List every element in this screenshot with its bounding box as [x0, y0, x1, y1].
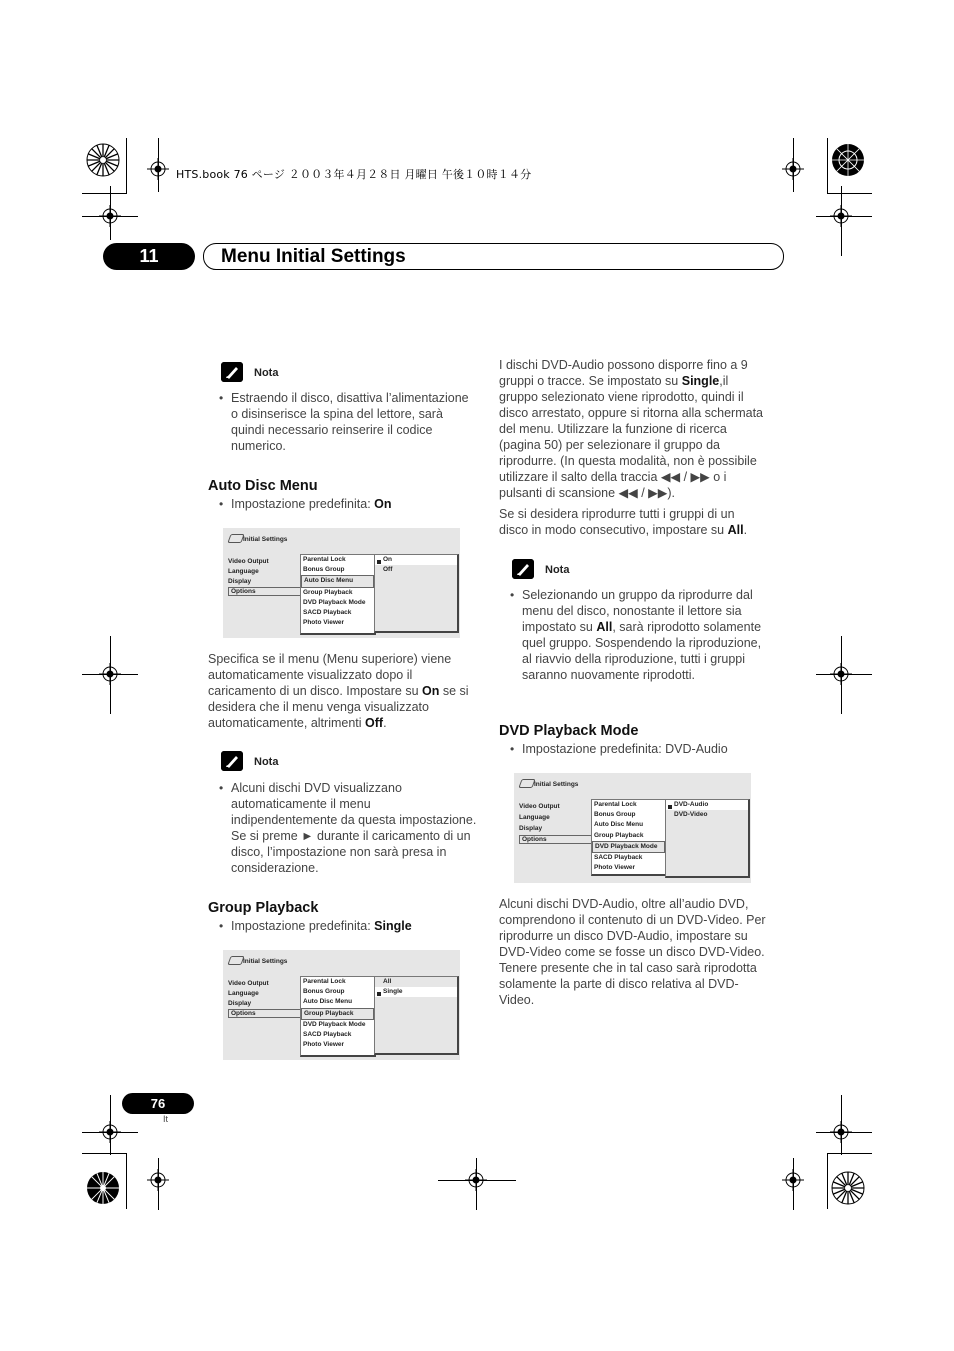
pencil-note-icon	[512, 559, 534, 579]
dvd-playback-description: Alcuni dischi DVD-Audio, oltre all’audio DVD, comprendono il contenuto di un DVD-Video. Per riprodurre un disco DVD-Audio, impostare su DVD-Video come se fosse un disco DVD-Video. Tenere presente che in tal caso sarà riprodotta solamente la parte di disco relativa al DVD-Video.	[499, 897, 766, 1007]
option-list: DVD-Audio DVD-Video	[665, 799, 750, 878]
default-setting: Impostazione predefinita: Single	[231, 919, 412, 933]
menu-screen-dvd-playback-mode: Initial Settings Video Output Language Display Options Parental Lock Bonus Group Auto Disc Menu Group Playback DVD Playback Mode SACD Playback Photo Viewer DVD-Audio DVD-Video	[514, 773, 751, 883]
selected-marker-icon	[377, 560, 381, 564]
bullet: •	[219, 391, 224, 405]
bullet: •	[219, 497, 224, 511]
book-file-header: HTS.book 76 ページ ２００３年４月２８日 月曜日 午後１０時１４分	[176, 168, 532, 181]
section-heading-dvd-playback-mode: DVD Playback Mode	[499, 723, 639, 739]
submenu-list: Parental Lock Bonus Group Auto Disc Menu Group Playback DVD Playback Mode SACD Playback Photo Viewer	[591, 799, 667, 876]
bullet: •	[219, 781, 224, 795]
pencil-note-icon	[221, 751, 243, 771]
registration-sunburst-icon	[86, 143, 120, 177]
default-setting: Impostazione predefinita: On	[231, 497, 392, 511]
section-heading-group-playback: Group Playback	[208, 900, 319, 916]
menu-screen-auto-disc: Initial Settings Video Output Language Display Options Parental Lock Bonus Group Auto Disc Menu Group Playback DVD Playback Mode SACD Playback Photo Viewer On Off	[223, 528, 460, 638]
registration-target-icon	[831, 143, 865, 177]
note-text: Selezionando un gruppo da riprodurre dal menu del disco, nonostante il lettore sia impostato su All, sarà riprodotto solamente quel gruppo. Sospendendo la riproduzione, al riavvio della riproduzione, tutti i gruppi saranno nuovamente riprodotti.	[522, 588, 762, 682]
section-heading-auto-disc-menu: Auto Disc Menu	[208, 478, 318, 494]
menu-screen-group-playback: Initial Settings Video Output Language Display Options Parental Lock Bonus Group Auto Disc Menu Group Playback DVD Playback Mode SACD Playback Photo Viewer All Single	[223, 950, 460, 1060]
submenu-list: Parental Lock Bonus Group Auto Disc Menu Group Playback DVD Playback Mode SACD Playback Photo Viewer	[300, 554, 376, 635]
selected-option: On	[375, 555, 457, 565]
page-number: 76	[122, 1093, 194, 1114]
note-heading: Nota	[545, 564, 570, 576]
note-text: Alcuni dischi DVD visualizzano automaticamente il menu indipendentemente da questa impostazione. Se si preme ► durante il caricamento di un disco, l’impostazione non sarà presa in considerazione.	[231, 781, 477, 875]
submenu-list: Parental Lock Bonus Group Auto Disc Menu Group Playback DVD Playback Mode SACD Playback Photo Viewer	[300, 976, 376, 1057]
bullet: •	[510, 742, 515, 756]
option-list: On Off	[374, 554, 459, 633]
selected-option: DVD-Audio	[666, 800, 748, 810]
selected-marker-icon	[668, 805, 672, 809]
selected-marker-icon	[377, 992, 381, 996]
language-code: It	[163, 1114, 169, 1124]
bullet: •	[510, 588, 515, 602]
all-setting-description: Se si desidera riprodurre tutti i gruppi di un disco in modo consecutivo, impostare su All.	[499, 507, 748, 537]
option-list: All Single	[374, 976, 459, 1055]
note-text: Estraendo il disco, disattiva l’alimentazione o disinserisce la spina del lettore, sarà quindi necessario reinserire il codice numerico.	[231, 391, 469, 453]
note-heading: Nota	[254, 756, 279, 768]
default-setting: Impostazione predefinita: DVD-Audio	[522, 742, 728, 756]
bullet: •	[219, 919, 224, 933]
registration-sunburst-icon	[86, 1171, 120, 1205]
auto-disc-description: Specifica se il menu (Menu superiore) viene automaticamente visualizzato dopo il caricamento di un disco. Impostare su On se si desidera che il menu venga visualizzato automaticamente, altrimenti Off.	[208, 652, 469, 730]
chapter-title: Menu Initial Settings	[203, 243, 784, 270]
chapter-number: 11	[103, 243, 195, 270]
note-heading: Nota	[254, 367, 279, 379]
group-playback-description: I dischi DVD-Audio possono disporre fino a 9 gruppi o tracce. Se impostato su Single,il gruppo selezionato viene riprodotto, quindi il disco arrestato, oppure si ritorna alla schermata del menu. Utilizzare la funzione di ricerca (pagina 50) per selezionare il gruppo da riprodurre. (In questa modalità, non è possibile utilizzare il salto della traccia ◀◀ / ▶▶ o i pulsanti di scansione ◀◀ / ▶▶).	[499, 358, 764, 500]
registration-sunburst-icon	[831, 1171, 865, 1205]
selected-option: Single	[375, 987, 457, 997]
pencil-note-icon	[221, 362, 243, 382]
